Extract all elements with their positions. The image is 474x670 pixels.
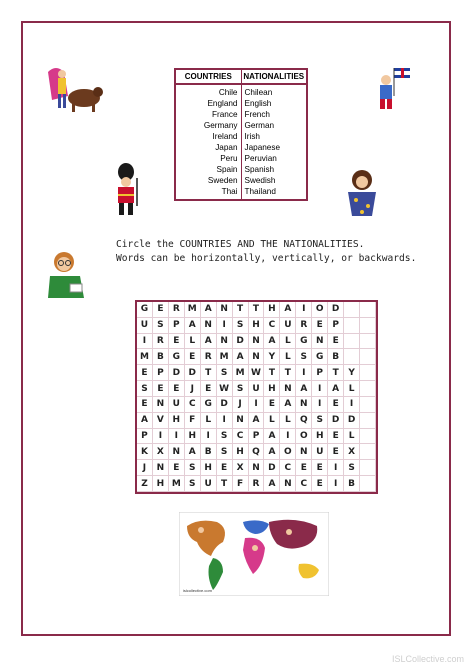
grid-letter[interactable]: T [249, 302, 265, 318]
grid-letter[interactable]: X [233, 460, 249, 476]
grid-letter[interactable]: Q [249, 444, 265, 460]
country-item: England [207, 99, 238, 108]
grid-letter[interactable]: G [169, 349, 185, 365]
grid-letter[interactable]: X [153, 444, 169, 460]
grid-letter[interactable]: L [201, 413, 217, 429]
grid-letter[interactable] [360, 302, 376, 318]
grid-letter[interactable] [360, 381, 376, 397]
nationality-item: Peruvian [244, 154, 277, 163]
country-item: Thai [221, 187, 238, 196]
grid-letter[interactable]: L [280, 334, 296, 350]
grid-letter[interactable]: S [217, 444, 233, 460]
instruction-line-2: Words can be horizontally, vertically, or backwards. [116, 253, 417, 264]
flag-character-illustration [370, 66, 414, 112]
grid-letter[interactable]: P [169, 318, 185, 334]
grid-letter[interactable]: W [249, 365, 265, 381]
word-search-grid[interactable] [135, 300, 378, 494]
bullfighter-illustration [42, 62, 104, 114]
grid-letter[interactable]: H [264, 302, 280, 318]
grid-letter[interactable]: H [201, 460, 217, 476]
grid-letter[interactable]: P [328, 318, 344, 334]
instruction-line-1: Circle the COUNTRIES AND THE NATIONALITIES. [116, 239, 365, 250]
grid-letter[interactable]: E [169, 460, 185, 476]
nationality-item: Thailand [244, 187, 276, 196]
country-item: Chile [218, 88, 238, 97]
grid-letter[interactable]: T [201, 365, 217, 381]
grid-letter[interactable]: O [296, 429, 312, 445]
grid-letter[interactable]: N [233, 413, 249, 429]
grid-letter[interactable] [360, 334, 376, 350]
grid-letter[interactable]: U [280, 318, 296, 334]
grid-letter[interactable]: L [280, 349, 296, 365]
grid-letter[interactable]: G [296, 334, 312, 350]
guard-illustration [108, 162, 144, 218]
grid-letter[interactable]: N [249, 334, 265, 350]
grid-letter[interactable]: G [137, 302, 153, 318]
grid-letter[interactable]: S [217, 365, 233, 381]
grid-letter[interactable]: Q [296, 413, 312, 429]
grid-letter[interactable]: E [296, 460, 312, 476]
grid-letter[interactable]: S [233, 318, 249, 334]
grid-letter[interactable]: I [217, 413, 233, 429]
grid-letter[interactable]: N [296, 444, 312, 460]
nationality-item: Spanish [244, 165, 275, 174]
grid-letter[interactable]: I [296, 365, 312, 381]
grid-letter[interactable] [360, 349, 376, 365]
grid-letter[interactable]: K [137, 444, 153, 460]
grid-letter[interactable] [344, 302, 360, 318]
grid-letter[interactable]: D [233, 334, 249, 350]
grid-letter[interactable]: M [233, 365, 249, 381]
nationality-item: German [244, 121, 275, 130]
grid-letter[interactable]: C [233, 429, 249, 445]
grid-letter[interactable]: P [312, 365, 328, 381]
grid-letter[interactable]: E [137, 397, 153, 413]
watermark: ISLCollective.com [391, 654, 464, 664]
grid-letter[interactable]: B [344, 476, 360, 492]
instructions [116, 238, 426, 266]
grid-letter[interactable]: O [312, 302, 328, 318]
grid-letter[interactable]: S [217, 429, 233, 445]
grid-letter[interactable]: P [249, 429, 265, 445]
grid-letter[interactable]: S [137, 381, 153, 397]
grid-letter[interactable]: J [185, 381, 201, 397]
grid-letter[interactable]: T [217, 476, 233, 492]
country-item: Japan [215, 143, 238, 152]
grid-letter[interactable] [360, 397, 376, 413]
grid-letter[interactable]: N [280, 381, 296, 397]
grid-letter[interactable] [360, 444, 376, 460]
grid-letter[interactable]: U [137, 318, 153, 334]
grid-letter[interactable]: N [296, 397, 312, 413]
grid-letter[interactable]: L [185, 334, 201, 350]
grid-letter[interactable]: A [264, 444, 280, 460]
grid-letter[interactable]: C [264, 318, 280, 334]
world-map-illustration [179, 512, 329, 596]
grid-letter[interactable]: L [344, 381, 360, 397]
header-countries: COUNTRIES [176, 70, 242, 83]
grid-letter[interactable]: E [201, 381, 217, 397]
nationality-item: Japanese [244, 143, 281, 152]
grid-letter[interactable]: S [296, 349, 312, 365]
grid-letter[interactable]: E [137, 365, 153, 381]
grid-letter[interactable]: U [312, 444, 328, 460]
grid-letter[interactable]: N [217, 334, 233, 350]
grid-letter[interactable]: A [280, 397, 296, 413]
grid-letter[interactable]: D [264, 460, 280, 476]
grid-letter[interactable]: E [328, 334, 344, 350]
grid-letter[interactable]: S [185, 476, 201, 492]
grid-letter[interactable]: E [328, 397, 344, 413]
grid-letter[interactable] [360, 365, 376, 381]
grid-letter[interactable]: E [153, 381, 169, 397]
country-item: Sweden [207, 176, 238, 185]
grid-letter[interactable]: E [185, 349, 201, 365]
grid-letter[interactable]: N [201, 318, 217, 334]
grid-letter[interactable]: D [328, 302, 344, 318]
grid-letter[interactable]: E [328, 444, 344, 460]
grid-letter[interactable]: F [185, 413, 201, 429]
grid-letter[interactable]: B [328, 349, 344, 365]
grid-letter[interactable]: I [328, 460, 344, 476]
grid-letter[interactable]: I [296, 302, 312, 318]
grid-letter[interactable]: M [217, 349, 233, 365]
grid-letter[interactable]: N [217, 302, 233, 318]
grid-letter[interactable]: B [153, 349, 169, 365]
grid-letter[interactable]: D [169, 365, 185, 381]
grid-letter[interactable]: E [312, 460, 328, 476]
grid-letter[interactable]: C [185, 397, 201, 413]
grid-letter[interactable]: D [185, 365, 201, 381]
grid-letter[interactable]: A [264, 334, 280, 350]
grid-letter[interactable]: Z [137, 476, 153, 492]
grid-letter[interactable]: G [201, 397, 217, 413]
grid-letter[interactable] [360, 460, 376, 476]
grid-letter[interactable]: A [280, 302, 296, 318]
grid-letter[interactable]: E [217, 460, 233, 476]
grid-letter[interactable]: A [201, 334, 217, 350]
grid-letter[interactable]: R [153, 334, 169, 350]
grid-letter[interactable]: A [185, 444, 201, 460]
country-item: Germany [203, 121, 238, 130]
nationality-item: Swedish [244, 176, 276, 185]
grid-letter[interactable]: R [169, 302, 185, 318]
grid-letter[interactable]: A [264, 429, 280, 445]
grid-letter[interactable] [360, 476, 376, 492]
grid-letter[interactable]: S [153, 318, 169, 334]
grid-letter[interactable]: E [153, 302, 169, 318]
grid-letter[interactable]: O [280, 444, 296, 460]
grid-letter[interactable]: M [137, 349, 153, 365]
grid-letter[interactable]: L [264, 413, 280, 429]
grid-letter[interactable]: I [153, 429, 169, 445]
grid-letter[interactable]: P [137, 429, 153, 445]
grid-letter[interactable]: U [201, 476, 217, 492]
grid-letter[interactable]: R [201, 349, 217, 365]
header-nationalities: NATIONALITIES [243, 72, 305, 81]
student-illustration [44, 248, 88, 302]
grid-letter[interactable]: N [280, 476, 296, 492]
grid-letter[interactable]: N [249, 460, 265, 476]
grid-letter[interactable]: T [264, 365, 280, 381]
grid-letter[interactable]: C [296, 476, 312, 492]
grid-letter[interactable]: N [153, 397, 169, 413]
grid-letter[interactable]: H [169, 413, 185, 429]
grid-letter[interactable]: S [344, 460, 360, 476]
nationalities-column [242, 85, 307, 199]
grid-letter[interactable]: H [249, 318, 265, 334]
grid-letter[interactable]: I [280, 429, 296, 445]
grid-letter[interactable]: E [169, 381, 185, 397]
map-caption: islcollective.com [183, 588, 212, 593]
grid-letter[interactable]: J [137, 460, 153, 476]
grid-letter[interactable]: I [312, 381, 328, 397]
grid-letter[interactable]: N [312, 334, 328, 350]
country-item: Ireland [212, 132, 238, 141]
grid-letter[interactable]: Y [344, 365, 360, 381]
vocabulary-table [174, 68, 308, 201]
grid-letter[interactable]: T [280, 365, 296, 381]
grid-letter[interactable] [360, 318, 376, 334]
grid-letter[interactable]: S [312, 413, 328, 429]
grid-letter[interactable]: L [280, 413, 296, 429]
country-item: Peru [220, 154, 238, 163]
grid-letter[interactable]: I [312, 397, 328, 413]
grid-letter[interactable]: A [296, 381, 312, 397]
grid-letter[interactable]: N [153, 460, 169, 476]
grid-letter[interactable]: I [217, 318, 233, 334]
grid-letter[interactable]: H [233, 444, 249, 460]
grid-letter[interactable] [344, 349, 360, 365]
grid-letter[interactable]: U [169, 397, 185, 413]
grid-letter[interactable]: I [137, 334, 153, 350]
grid-letter[interactable]: W [217, 381, 233, 397]
grid-letter[interactable]: N [169, 444, 185, 460]
grid-letter[interactable]: A [249, 413, 265, 429]
grid-letter[interactable]: C [280, 460, 296, 476]
grid-letter[interactable]: E [264, 397, 280, 413]
grid-letter[interactable]: D [217, 397, 233, 413]
country-item: France [212, 110, 238, 119]
grid-letter[interactable]: I [201, 429, 217, 445]
grid-letter[interactable]: X [344, 444, 360, 460]
grid-letter[interactable]: H [264, 381, 280, 397]
nationality-item: English [244, 99, 272, 108]
grid-letter[interactable]: S [185, 460, 201, 476]
grid-letter[interactable]: U [249, 381, 265, 397]
grid-letter[interactable]: E [312, 318, 328, 334]
grid-letter[interactable]: Y [264, 349, 280, 365]
grid-letter[interactable]: N [249, 349, 265, 365]
grid-letter[interactable]: V [153, 413, 169, 429]
grid-letter[interactable]: P [153, 365, 169, 381]
grid-letter[interactable]: M [169, 476, 185, 492]
grid-letter[interactable]: T [233, 302, 249, 318]
grid-letter[interactable]: T [328, 365, 344, 381]
grid-letter[interactable]: A [137, 413, 153, 429]
grid-letter[interactable]: H [312, 429, 328, 445]
grid-letter[interactable]: R [249, 476, 265, 492]
grid-letter[interactable]: F [233, 476, 249, 492]
grid-letter[interactable]: E [312, 476, 328, 492]
grid-letter[interactable] [360, 429, 376, 445]
nationality-item: Chilean [244, 88, 273, 97]
grid-letter[interactable]: J [233, 397, 249, 413]
country-item: Spain [216, 165, 238, 174]
countries-column [176, 85, 242, 199]
grid-letter[interactable]: E [169, 334, 185, 350]
grid-letter[interactable]: G [312, 349, 328, 365]
nationality-item: Irish [244, 132, 260, 141]
grid-letter[interactable]: I [169, 429, 185, 445]
grid-letter[interactable]: A [328, 381, 344, 397]
grid-letter[interactable]: A [201, 302, 217, 318]
grid-letter[interactable]: M [185, 302, 201, 318]
grid-letter[interactable]: A [233, 349, 249, 365]
grid-letter[interactable]: D [344, 413, 360, 429]
grid-letter[interactable]: H [153, 476, 169, 492]
grid-letter[interactable] [344, 334, 360, 350]
grid-letter[interactable]: B [201, 444, 217, 460]
grid-letter[interactable]: L [344, 429, 360, 445]
grid-letter[interactable]: E [328, 429, 344, 445]
grid-letter[interactable] [360, 413, 376, 429]
kimono-character-illustration [342, 168, 382, 218]
grid-letter[interactable]: H [185, 429, 201, 445]
grid-letter[interactable]: I [344, 397, 360, 413]
grid-letter[interactable]: S [233, 381, 249, 397]
grid-letter[interactable] [344, 318, 360, 334]
grid-letter[interactable]: A [264, 476, 280, 492]
grid-letter[interactable]: I [328, 476, 344, 492]
table-header [176, 70, 306, 85]
grid-letter[interactable]: R [296, 318, 312, 334]
grid-letter[interactable]: D [328, 413, 344, 429]
grid-letter[interactable]: A [185, 318, 201, 334]
nationality-item: French [244, 110, 270, 119]
grid-letter[interactable]: I [249, 397, 265, 413]
